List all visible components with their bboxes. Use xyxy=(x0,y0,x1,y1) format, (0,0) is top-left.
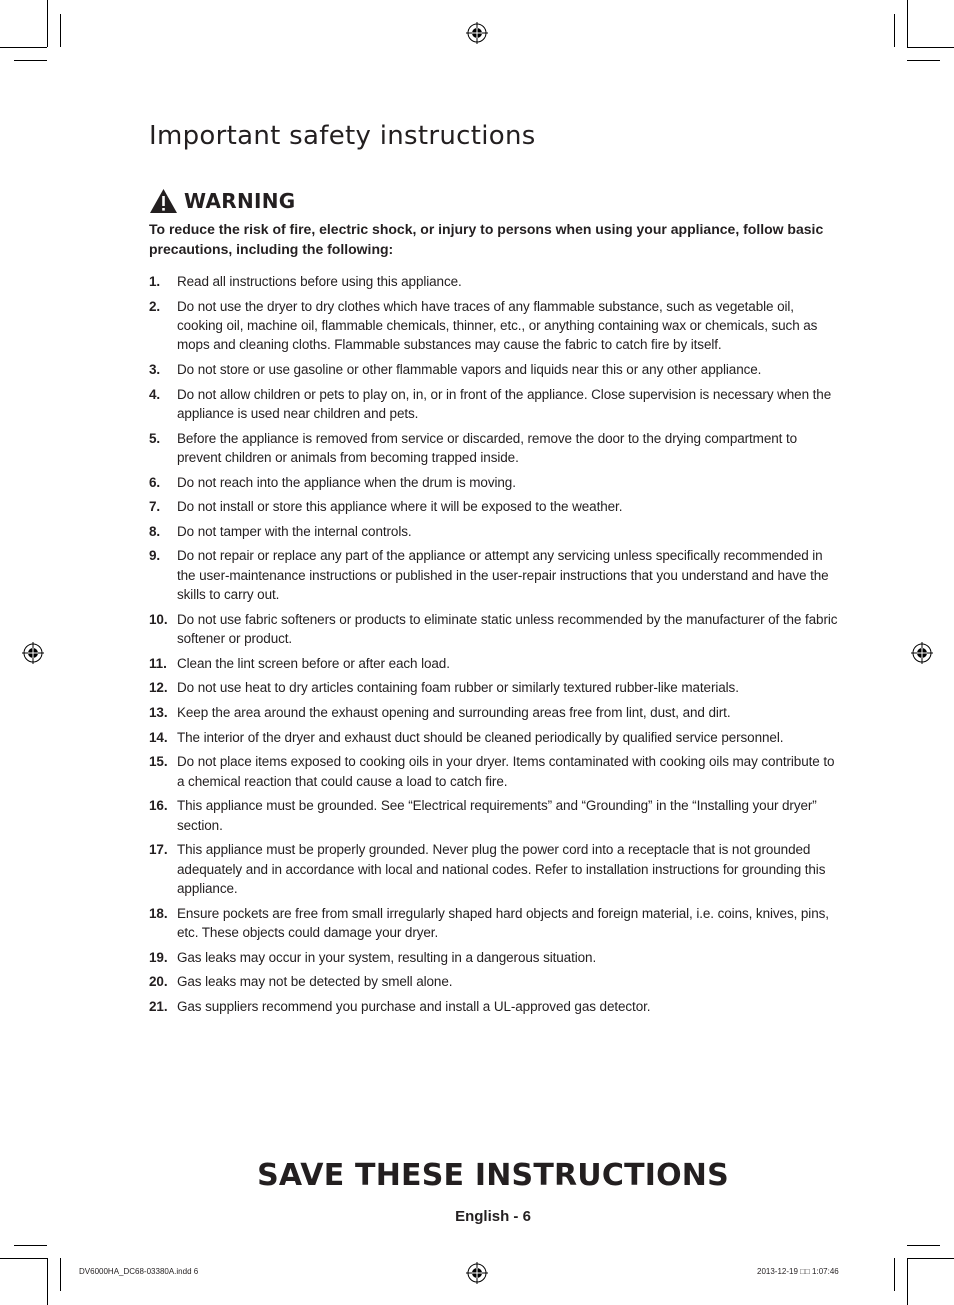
item-number: 9. xyxy=(149,548,161,564)
crop-mark xyxy=(47,0,48,47)
print-slug-timestamp: 2013-12-19 □□ 1:07:46 xyxy=(757,1267,839,1276)
item-text: The interior of the dryer and exhaust duct should be cleaned periodically by qualified service personnel. xyxy=(177,729,784,745)
list-item xyxy=(149,272,839,291)
warning-triangle-icon xyxy=(149,188,178,214)
crop-mark xyxy=(14,1245,47,1246)
list-item xyxy=(149,752,839,791)
list-item xyxy=(149,522,839,541)
warning-label: WARNING xyxy=(184,189,296,213)
list-item xyxy=(149,473,839,492)
crop-mark xyxy=(60,1258,61,1291)
list-item xyxy=(149,497,839,516)
list-item xyxy=(149,948,839,967)
item-text: Do not repair or replace any part of the appliance or attempt any servicing unless specifically recommended in the user-maintenance instructions or published in the user-repair instructions that you understand and have the skills to carry out. xyxy=(177,548,829,603)
list-item xyxy=(149,385,839,424)
item-text: Do not tamper with the internal controls. xyxy=(177,523,412,539)
item-number: 10. xyxy=(149,611,168,627)
item-number: 14. xyxy=(149,729,168,745)
item-text: This appliance must be properly grounded. Never plug the power cord into a receptacle that is not grounded adequately and in accordance with local and national codes. Refer to installation instructions for grounding this appliance. xyxy=(177,842,826,896)
item-number: 15. xyxy=(149,754,168,770)
crop-mark xyxy=(907,1258,908,1305)
crop-mark xyxy=(907,1258,954,1259)
item-number: 8. xyxy=(149,523,161,539)
item-text: Do not place items exposed to cooking oils in your dryer. Items contaminated with cooking oils may contribute to a chemical reaction that could cause a load to catch fire. xyxy=(177,754,835,789)
item-number: 13. xyxy=(149,704,168,720)
item-text: Do not reach into the appliance when the drum is moving. xyxy=(177,474,516,490)
print-slug-filename: DV6000HA_DC68-03380A.indd 6 xyxy=(79,1267,199,1276)
warning-intro: To reduce the risk of fire, electric shock, or injury to persons when using your appliance, follow basic precautions, including the following: xyxy=(149,221,824,257)
list-item xyxy=(149,840,839,898)
crop-mark xyxy=(47,1258,48,1305)
item-text: Clean the lint screen before or after each load. xyxy=(177,655,450,671)
safety-instruction-list xyxy=(149,272,839,1021)
list-item xyxy=(149,546,839,604)
page-title: Important safety instructions xyxy=(149,121,536,151)
crop-mark xyxy=(894,14,895,47)
item-number: 2. xyxy=(149,298,161,314)
registration-mark-icon xyxy=(22,642,44,664)
item-text: Do not use the dryer to dry clothes which have traces of any flammable substance, such as vegetable oil, cooking oil, machine oil, flammable chemicals, thinner, etc., or anything containing wax or chemicals, such as mops and cleaning cloths. Flammable substances may cause the fabric to catch fire by itself. xyxy=(177,298,818,353)
list-item xyxy=(149,728,839,747)
item-number: 20. xyxy=(149,974,168,990)
item-number: 19. xyxy=(149,949,168,965)
item-number: 5. xyxy=(149,430,161,446)
item-number: 21. xyxy=(149,998,168,1014)
list-item xyxy=(149,610,839,649)
crop-mark xyxy=(60,14,61,47)
item-text: This appliance must be grounded. See “Electrical requirements” and “Grounding” in the “Installing your dryer” section. xyxy=(177,798,817,833)
item-text: Do not use heat to dry articles containing foam rubber or similarly textured rubber-like materials. xyxy=(177,680,739,696)
list-item xyxy=(149,429,839,468)
list-item xyxy=(149,297,839,355)
registration-mark-icon xyxy=(466,1262,488,1284)
save-instructions-banner: SAVE THESE INSTRUCTIONS xyxy=(257,1158,729,1193)
crop-mark xyxy=(907,47,954,48)
list-item xyxy=(149,972,839,991)
list-item xyxy=(149,904,839,943)
item-text: Ensure pockets are free from small irregularly shaped hard objects and foreign material, i.e. coins, knives, pins, etc. These objects could damage your dryer. xyxy=(177,905,829,940)
list-item xyxy=(149,997,839,1016)
crop-mark xyxy=(0,47,47,48)
item-text: Before the appliance is removed from service or discarded, remove the door to the drying compartment to prevent children or animals from becoming trapped inside. xyxy=(177,430,798,465)
crop-mark xyxy=(14,60,47,61)
crop-mark xyxy=(907,0,908,47)
crop-mark xyxy=(894,1258,895,1291)
list-item xyxy=(149,796,839,835)
item-text: Do not install or store this appliance where it will be exposed to the weather. xyxy=(177,499,623,515)
item-number: 18. xyxy=(149,905,168,921)
registration-mark-icon xyxy=(466,22,488,44)
crop-mark xyxy=(907,60,940,61)
list-item xyxy=(149,678,839,697)
page-number: English - 6 xyxy=(455,1208,531,1225)
list-item xyxy=(149,360,839,379)
item-text: Gas suppliers recommend you purchase and install a UL-approved gas detector. xyxy=(177,998,651,1014)
item-number: 3. xyxy=(149,362,161,377)
item-number: 16. xyxy=(149,798,168,814)
crop-mark xyxy=(0,1258,47,1259)
item-text: Gas leaks may not be detected by smell alone. xyxy=(177,974,453,990)
list-item xyxy=(149,703,839,722)
item-number: 12. xyxy=(149,680,168,696)
warning-header xyxy=(149,188,295,214)
item-text: Read all instructions before using this appliance. xyxy=(177,274,462,289)
item-text: Do not allow children or pets to play on, in, or in front of the appliance. Close supervision is necessary when the appliance is used near children and pets. xyxy=(177,386,832,421)
item-text: Do not store or use gasoline or other flammable vapors and liquids near this or any other appliance. xyxy=(177,362,762,377)
item-number: 17. xyxy=(149,842,168,858)
item-text: Keep the area around the exhaust opening and surrounding areas free from lint, dust, and dirt. xyxy=(177,704,731,720)
item-number: 4. xyxy=(149,386,161,402)
item-number: 1. xyxy=(149,274,161,289)
item-number: 11. xyxy=(149,655,167,671)
registration-mark-icon xyxy=(911,642,933,664)
item-text: Gas leaks may occur in your system, resulting in a dangerous situation. xyxy=(177,949,597,965)
item-number: 6. xyxy=(149,474,161,490)
item-number: 7. xyxy=(149,499,161,515)
crop-mark xyxy=(907,1245,940,1246)
item-text: Do not use fabric softeners or products to eliminate static unless recommended by the manufacturer of the fabric softener or product. xyxy=(177,611,838,647)
list-item xyxy=(149,654,839,673)
